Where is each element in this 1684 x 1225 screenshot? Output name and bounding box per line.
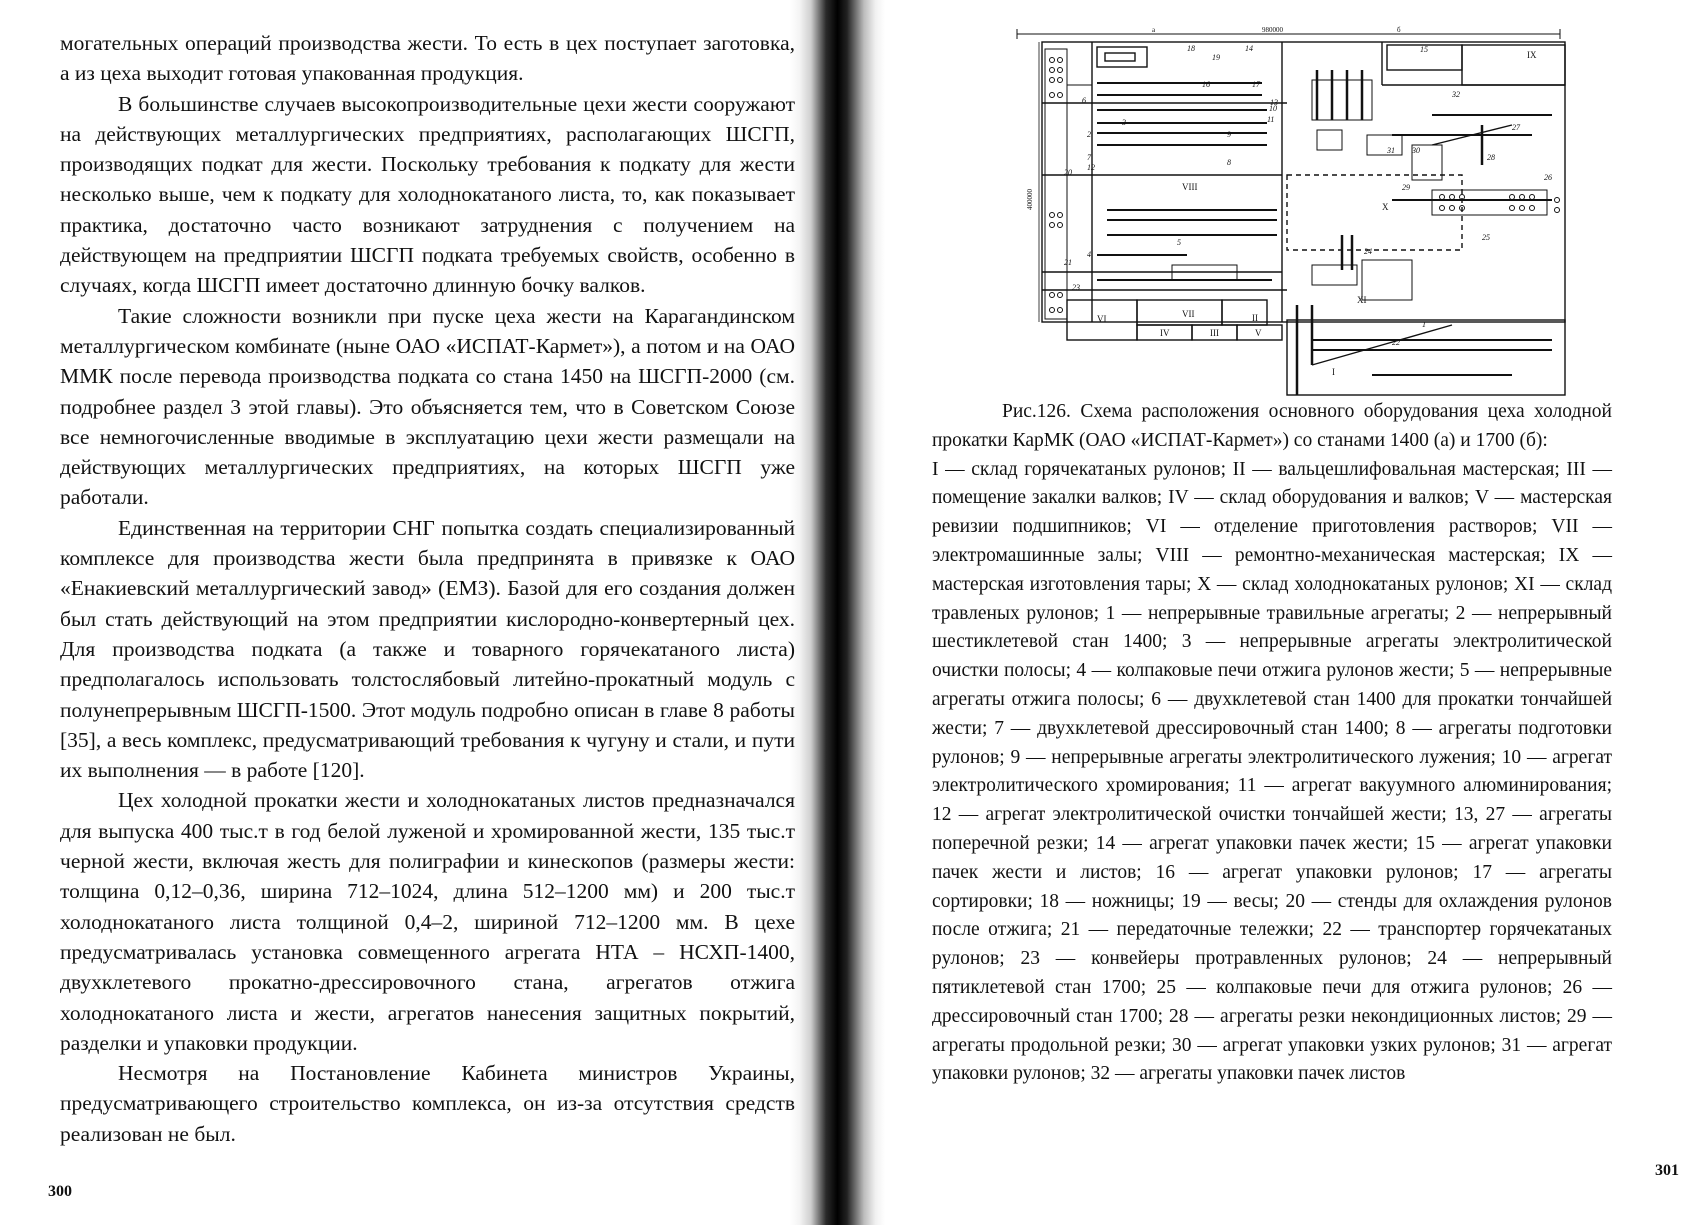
callout-3: 3 [1122, 118, 1126, 127]
callout-16: 16 [1202, 80, 1210, 89]
callout-15: 15 [1420, 45, 1428, 54]
label-b: б [1397, 26, 1401, 34]
dim-top-label: 980000 [1262, 26, 1283, 34]
area-label-III: III [1210, 328, 1219, 338]
callout-25: 25 [1482, 233, 1490, 242]
callout-31: 31 [1387, 146, 1395, 155]
callout-19: 19 [1212, 53, 1220, 62]
page-number: 300 [48, 1183, 72, 1200]
caption-title-text: Рис.126. Схема расположения основного оборудования цеха холодной прокатки КарМК (ОАО «ИСПАТ-Кармет») со станами 1400 (а) и 1700 (б): [932, 401, 1612, 451]
area-label-VII: VII [1182, 309, 1195, 319]
callout-8: 8 [1227, 158, 1231, 167]
callout-7: 7 [1087, 153, 1091, 162]
callout-6: 6 [1082, 96, 1086, 105]
callout-2: 2 [1087, 130, 1091, 139]
callout-28: 28 [1487, 153, 1495, 162]
left-page-text [60, 28, 795, 1149]
callout-27: 27 [1512, 123, 1520, 132]
callout-9: 9 [1227, 130, 1231, 139]
caption-legend: I — склад горячекатаных рулонов; II — вальцешлифовальная мастерская; III — помещение закалки валков; IV — склад оборудования и валков; V — мастерская ревизии подшипников; VI — отделение приготовления растворов; VII — электромашинные залы; VIII — ремонтно-механическая мастерская; IX — мастерская изготовления тары; X — склад холоднокатаных рулонов; XI — склад травленых рулонов; 1 — непрерывные травильные агрегаты; 2 — непрерывный шестиклетевой стан 1400; 3 — непрерывные агрегаты электролитической очистки полосы; 4 — колпаковые печи отжига рулонов жести; 5 — непрерывные агрегаты отжига полосы; 6 — двухклетевой стан 1400 для прокатки тончайшей жести; 7 — двухклетевой дрессировочный стан 1400; 8 — агрегаты подготовки рулонов; 9 — непрерывные агрегаты электролитического лужения; 10 — агрегат электролитического хромирования; 11 — агрегат вакуумного алюминирования; 12 — агрегат электролитической очистки тончайшей жести; 13, 27 — агрегаты поперечной резки; 14 — агрегат упаковки пачек жести; 15 — агрегат упаковки пачек жести и листов; 16 — агрегат упаковки рулонов; 17 — агрегаты сортировки; 18 — ножницы; 19 — весы; 20 — стенды для охлаждения рулонов после отжига; 21 — передаточные тележки; 22 — транспортер горячекатаных рулонов; 23 — конвейеры протравленных рулонов; 24 — непрерывный пятиклетевой стан 1700; 25 — колпаковые печи для отжига рулонов; 26 — дрессировочный стан 1700; 28 — агрегаты резки некондиционных листов; 29 — агрегаты продольной резки; 30 — агрегат упаковки узких рулонов; 31 — агрегат упаковки рулонов; 32 — агрегаты упаковки пачек листов [932, 458, 1612, 1085]
layout-schematic [1012, 25, 1592, 407]
dim-left-label: 400000 [1026, 189, 1034, 210]
callout-5: 5 [1177, 238, 1181, 247]
page-number: 301 [1655, 1162, 1679, 1179]
paragraph: Цех холодной прокатки жести и холоднокатаных листов предназначался для выпуска 400 тыс.т в год белой луженой и хромированной жести, 135 тыс.т черной жести, включая жесть для полиграфии и кинескопов (размеры жести: толщина 0,12–0,36, ширина 712–1024, длина 512–1200 мм) и 200 тыс.т холоднокатаного листа толщиной 0,4–2, шириной 712–1200 мм. В цехе предусматривалась установка совмещенного агрегата НТА – НСХП-1400, двухклетевого прокатно-дрессировочного стана, агрегатов отжига холоднокатаного листа и жести, агрегатов нанесения защитных покрытий, разделки и упаковки продукции. [60, 788, 795, 1055]
callout-32: 32 [1452, 90, 1460, 99]
figure-caption [932, 398, 1612, 1089]
area-label-IX: IX [1527, 50, 1537, 60]
area-label-VIII: VIII [1182, 182, 1198, 192]
paragraph: В большинстве случаев высокопроизводительные цехи жести сооружают на действующих металлургических предприятиях, располагающих ШСГП, производящих подкат для жести. Поскольку требования к подкату для жести несколько выше, чем к подкату для холоднокатаного листа, то, как показывает практика, достаточно часто возникают затруднения с получением на действующем на предприятии ШСГП подката требуемых свойств, особенно в случаях, когда ШСГП имеет достаточно длинную бочку валков. [60, 91, 795, 298]
callout-1: 1 [1422, 320, 1426, 329]
callout-13: 13 [1270, 98, 1278, 107]
callout-22: 22 [1392, 338, 1400, 347]
caption-title [932, 398, 1612, 456]
callout-21: 21 [1064, 258, 1072, 267]
callout-20: 20 [1064, 168, 1072, 177]
paragraph: могательных операций производства жести. То есть в цех поступает заготовка, а из цеха выходит готовая упакованная продукция. [60, 31, 795, 86]
callout-30: 30 [1412, 146, 1420, 155]
callout-26: 26 [1544, 173, 1552, 182]
callout-11: 11 [1267, 115, 1275, 124]
paragraph: Несмотря на Постановление Кабинета министров Украины, предусматривающего строительство комплекса, он из-за отсутствия средств реализован не был. [60, 1061, 795, 1146]
area-label-VI: VI [1097, 314, 1107, 324]
area-label-V: V [1255, 328, 1262, 338]
equipment-layout-figure [1012, 25, 1592, 407]
callout-18: 18 [1187, 44, 1195, 53]
left-page [0, 0, 815, 1225]
callout-29: 29 [1402, 183, 1410, 192]
callout-10: 10 [1269, 104, 1277, 113]
area-label-I: I [1332, 367, 1335, 377]
area-label-XI: XI [1357, 295, 1367, 305]
callout-24: 24 [1364, 247, 1372, 256]
callout-12: 12 [1087, 163, 1095, 172]
label-a: a [1152, 26, 1156, 34]
callout-17: 17 [1252, 80, 1260, 89]
paragraph: Такие сложности возникли при пуске цеха жести на Карагандинском металлургическом комбинате (ныне ОАО «ИСПАТ-Кармет»), а потом и на ОАО ММК после перевода производства подката со стана 1450 на ШСГП-2000 (см. подробнее раздел 3 этой главы). Это объясняется тем, что в Советском Союзе все немногочисленные вводимые в эксплуатацию цехи жести размещали на действующих металлургических предприятиях, на которых ШСГП уже работали. [60, 303, 795, 510]
paragraph: Единственная на территории СНГ попытка создать специализированный комплексе для производства жести была предпринята в привязке к ОАО «Енакиевский металлургический завод» (ЕМЗ). Базой для его создания должен был стать действующий на этом предприятии кислородно-конвертерный цех. Для производства подката (а также и товарного горячекатаного листа) предполагалось использовать толстослябовый литейно-прокатный модуль с полунепрерывным ШСГП-1500. Этот модуль подробно описан в главе 8 работы [35], а весь комплекс, предусматривающий требования к чугуну и стали, и пути их выполнения — в работе [120]. [60, 515, 795, 783]
area-label-X: X [1382, 202, 1389, 212]
callout-4: 4 [1087, 250, 1091, 259]
callout-23: 23 [1072, 283, 1080, 292]
callout-14: 14 [1245, 44, 1253, 53]
area-label-II: II [1252, 313, 1258, 323]
area-label-IV: IV [1160, 328, 1170, 338]
